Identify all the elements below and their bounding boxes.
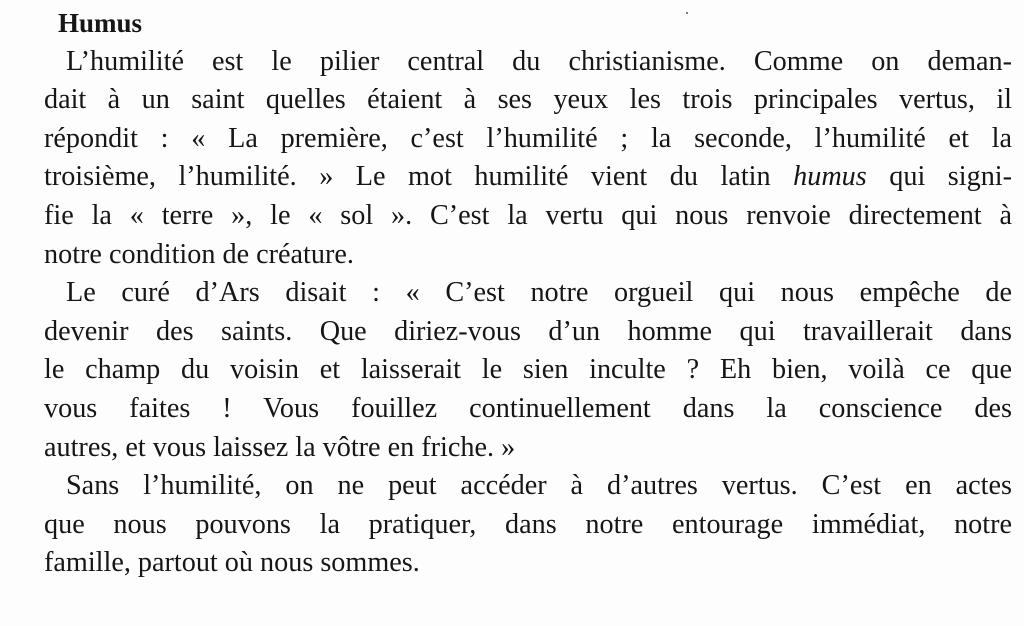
- section-title: Humus: [58, 8, 143, 38]
- text-line: le champ du voisin et laisserait le sien inculte ? Eh bien, voilà ce que: [44, 354, 1012, 386]
- text-line: que nous pouvons la pratiquer, dans notre entourage immédiat, notre: [44, 508, 1012, 540]
- text-line: L’humilité est le pilier central du christianisme. Comme on deman-: [66, 45, 1012, 77]
- text-line: vous faites ! Vous fouillez continuellement dans la conscience des: [44, 392, 1012, 424]
- text-line: fie la « terre », le « sol ». C’est la vertu qui nous renvoie directement à: [44, 199, 1012, 231]
- text-line: autres, et vous laissez la vôtre en friche. »: [44, 431, 516, 463]
- text-line-with-italic: [22, 158, 1012, 197]
- paragraph-cure-ars-quote: [22, 274, 1012, 467]
- text-line: dait à un saint quelles étaient à ses yeux les trois principales vertus, il: [44, 84, 1012, 116]
- text-line: répondit : « La première, c’est l’humilité ; la seconde, l’humilité et la: [44, 122, 1012, 154]
- text-line: famille, partout où nous sommes.: [44, 547, 420, 579]
- text-line: Le curé d’Ars disait : « C’est notre orgueil qui nous empêche de: [66, 277, 1012, 309]
- paragraph-practice: [22, 467, 1012, 583]
- italic-term: humus: [793, 161, 867, 193]
- text-segment: troisième, l’humilité. » Le mot humilité vient du latin: [44, 161, 771, 193]
- text-line: Sans l’humilité, on ne peut accéder à d’autres vertus. C’est en actes: [66, 470, 1012, 502]
- text-line: notre condition de créature.: [44, 238, 354, 270]
- text-line: devenir des saints. Que diriez-vous d’un homme qui travaillerait dans: [44, 315, 1012, 347]
- text-segment: qui signi-: [889, 161, 1012, 193]
- paragraph-humility-definition: [22, 43, 1012, 275]
- document-body: [22, 4, 1012, 583]
